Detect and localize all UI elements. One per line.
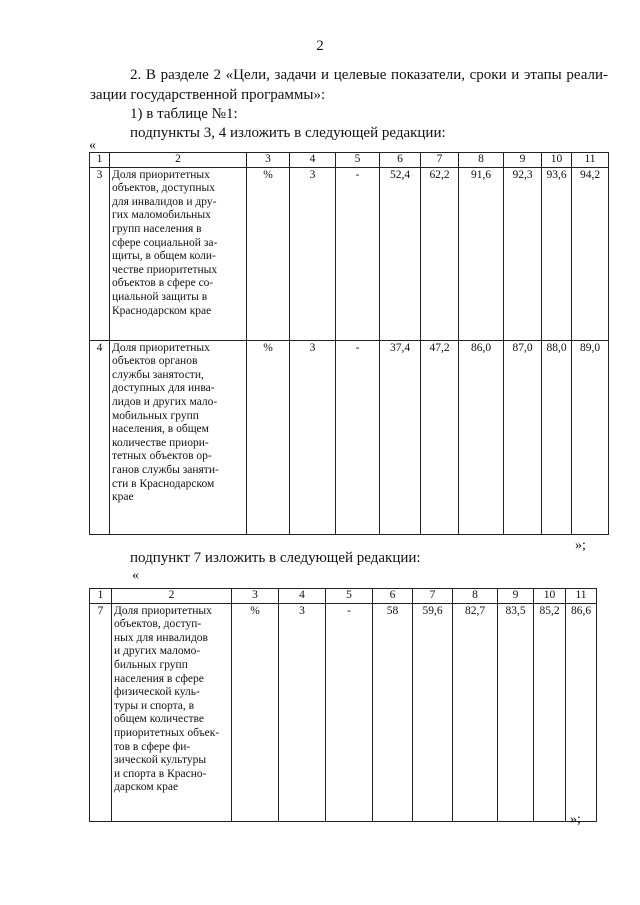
intro-line-1: 2. В разделе 2 «Цели, задачи и целевые показатели, сроки и этапы реали- bbox=[130, 67, 608, 83]
value-cell: 47,2 bbox=[421, 340, 459, 534]
table-1-header-row bbox=[90, 153, 609, 168]
indicator-name: Доля приоритетных объектов, доступ- ных для инвалидов и других маломо- бильных групп населения в сфере физической куль- туры и спорта, в общем количестве приоритетных объек- тов в сфере фи- зической культуры и спорта в Красно- дарском крае bbox=[112, 603, 232, 821]
table-2 bbox=[89, 588, 597, 822]
value-cell: 86,6 bbox=[566, 603, 597, 821]
table-2-header-cell: 5 bbox=[326, 589, 373, 604]
table-1-header-cell: 11 bbox=[572, 153, 609, 168]
table-1-header-cell: 9 bbox=[504, 153, 542, 168]
value-cell: 91,6 bbox=[459, 167, 504, 340]
value-cell: 37,4 bbox=[380, 340, 421, 534]
value-cell: 3 bbox=[290, 340, 336, 534]
row-number: 3 bbox=[90, 167, 110, 340]
value-cell: 3 bbox=[279, 603, 326, 821]
value-cell: 88,0 bbox=[542, 340, 572, 534]
table-1-header-cell: 3 bbox=[247, 153, 290, 168]
close-quote-1: »; bbox=[575, 538, 586, 553]
value-cell: 82,7 bbox=[453, 603, 498, 821]
table-2-header-cell: 7 bbox=[413, 589, 453, 604]
table-1-header-cell: 7 bbox=[421, 153, 459, 168]
table-2-header-cell: 8 bbox=[453, 589, 498, 604]
table-2-header-cell: 9 bbox=[498, 589, 534, 604]
table-row bbox=[90, 167, 609, 340]
unit-cell: % bbox=[232, 603, 279, 821]
table-1-header-cell: 1 bbox=[90, 153, 110, 168]
intro-line-2: зации государственной программы»: bbox=[90, 87, 326, 103]
table-1-header-cell: 2 bbox=[110, 153, 247, 168]
value-cell: 89,0 bbox=[572, 340, 609, 534]
value-cell: 62,2 bbox=[421, 167, 459, 340]
page-number: 2 bbox=[316, 38, 324, 54]
table-2-header-row bbox=[90, 589, 597, 604]
table-2-header-cell: 11 bbox=[566, 589, 597, 604]
table-2-header-cell: 1 bbox=[90, 589, 112, 604]
indicator-name: Доля приоритетных объектов органов службы занятости, доступных для инва- лидов и других мало- мобильных групп населения, в общем количестве приори- тетных объектов ор- ганов службы заняти- сти в Краснодарском крае bbox=[110, 340, 247, 534]
close-quote-2: »; bbox=[570, 812, 581, 827]
value-cell: 94,2 bbox=[572, 167, 609, 340]
value-cell: 58 bbox=[373, 603, 413, 821]
table-1-header-cell: 6 bbox=[380, 153, 421, 168]
table-1-header-cell: 5 bbox=[336, 153, 380, 168]
value-cell: - bbox=[326, 603, 373, 821]
table-row bbox=[90, 340, 609, 534]
table-2-header-cell: 10 bbox=[534, 589, 566, 604]
value-cell: 93,6 bbox=[542, 167, 572, 340]
value-cell: 87,0 bbox=[504, 340, 542, 534]
value-cell: 92,3 bbox=[504, 167, 542, 340]
table-row bbox=[90, 603, 597, 821]
table-2-header-cell: 3 bbox=[232, 589, 279, 604]
value-cell: - bbox=[336, 340, 380, 534]
value-cell: 3 bbox=[290, 167, 336, 340]
value-cell: 52,4 bbox=[380, 167, 421, 340]
table-1-header-cell: 10 bbox=[542, 153, 572, 168]
value-cell: 83,5 bbox=[498, 603, 534, 821]
value-cell: 85,2 bbox=[534, 603, 566, 821]
subitem-7-heading: подпункт 7 изложить в следующей редакции: bbox=[130, 550, 421, 566]
value-cell: - bbox=[336, 167, 380, 340]
table-1 bbox=[89, 152, 609, 535]
unit-cell: % bbox=[247, 340, 290, 534]
open-quote-2: « bbox=[132, 568, 139, 583]
item-1: 1) в таблице №1: bbox=[130, 106, 238, 122]
row-number: 7 bbox=[90, 603, 112, 821]
open-quote-1: « bbox=[89, 138, 96, 153]
subitems-3-4-heading: подпункты 3, 4 изложить в следующей редакции: bbox=[130, 125, 446, 141]
value-cell: 86,0 bbox=[459, 340, 504, 534]
indicator-name: Доля приоритетных объектов, доступных для инвалидов и дру- гих маломобильных групп населения в сфере социальной за- щиты, в общем коли- честве приоритетных объектов в сфере со- циальной защиты в Краснодарском крае bbox=[110, 167, 247, 340]
unit-cell: % bbox=[247, 167, 290, 340]
table-2-header-cell: 4 bbox=[279, 589, 326, 604]
table-1-header-cell: 8 bbox=[459, 153, 504, 168]
table-2-header-cell: 6 bbox=[373, 589, 413, 604]
table-1-header-cell: 4 bbox=[290, 153, 336, 168]
table-2-header-cell: 2 bbox=[112, 589, 232, 604]
value-cell: 59,6 bbox=[413, 603, 453, 821]
row-number: 4 bbox=[90, 340, 110, 534]
